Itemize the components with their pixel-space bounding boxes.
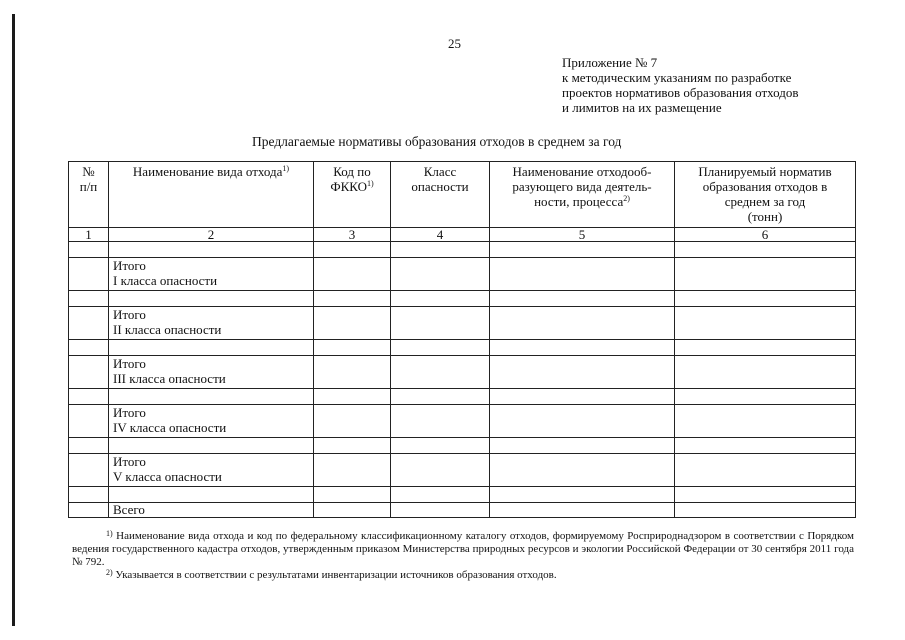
- footnote-text: Указывается в соответствии с результатами инвентаризации источников образования отходов.: [115, 569, 557, 581]
- grand-total-label: Всего: [109, 503, 314, 518]
- waste-norms-table: [68, 161, 856, 518]
- subtotal-label: Итого IV класса опасности: [109, 405, 314, 438]
- column-number: 3: [314, 228, 391, 242]
- appendix-line: и лимитов на их размещение: [562, 100, 722, 115]
- column-number: 5: [490, 228, 675, 242]
- table-row: [69, 438, 856, 454]
- header-line: разующего вида деятель-: [512, 179, 652, 194]
- column-number-row: [69, 228, 856, 242]
- footnote-ref: 1): [367, 179, 374, 188]
- table-row: [69, 291, 856, 307]
- header-cell-hazard-class: [391, 162, 490, 228]
- page-binding-edge: [12, 14, 15, 626]
- footnote-text: Наименование вида отхода и код по федеральному классификационному каталогу отходов, формируемому Росприроднадзором в соответствии с Порядком ведения государственного кадастра отходов, утвержденным приказом Министерства природных ресурсов и экологии Российской Федерации от 30 сентября 2011 года № 792.: [72, 530, 855, 568]
- header-line: образования отходов в: [702, 179, 828, 194]
- header-cell-fkko-code: [314, 162, 391, 228]
- appendix-note: [562, 55, 799, 115]
- column-number: 2: [109, 228, 314, 242]
- footnote-ref: 1): [282, 164, 290, 173]
- header-line: (тонн): [747, 209, 783, 224]
- header-line: ности, процесса: [534, 194, 624, 209]
- footnote-mark: 1): [106, 529, 113, 538]
- page-number: 25: [448, 36, 461, 51]
- header-cell-activity-name: [490, 162, 675, 228]
- header-line: опасности: [411, 179, 469, 194]
- header-line: среднем за год: [724, 194, 806, 209]
- table-header-row: [69, 162, 856, 228]
- header-cell-number: [69, 162, 109, 228]
- column-number: 6: [675, 228, 856, 242]
- header-line: Код по: [333, 164, 371, 179]
- header-line: Планируемый норматив: [698, 164, 832, 179]
- subtotal-label: Итого I класса опасности: [109, 258, 314, 291]
- footnote-mark: 2): [106, 568, 113, 577]
- grand-total-row: [69, 503, 856, 518]
- subtotal-label: Итого III класса опасности: [109, 356, 314, 389]
- appendix-line: Приложение № 7: [562, 55, 658, 70]
- subtotal-row: [69, 307, 856, 340]
- subtotal-row: [69, 356, 856, 389]
- footnote-1: [72, 530, 854, 569]
- column-number: 4: [391, 228, 490, 242]
- footnote-ref: 2): [623, 194, 630, 203]
- footnote-2: [72, 569, 854, 582]
- column-number: 1: [69, 228, 109, 242]
- appendix-line: проектов нормативов образования отходов: [562, 85, 799, 100]
- header-cell-waste-name: [109, 162, 314, 228]
- footnotes: [72, 530, 854, 582]
- subtotal-row: [69, 454, 856, 487]
- subtotal-label: Итого II класса опасности: [109, 307, 314, 340]
- subtotal-row: [69, 258, 856, 291]
- subtotal-label: Итого V класса опасности: [109, 454, 314, 487]
- header-line: ФККО: [330, 179, 367, 194]
- document-title: Предлагаемые нормативы образования отходов в среднем за год: [252, 134, 622, 149]
- header-line: Наименование вида отхода: [132, 164, 283, 179]
- header-line: №: [82, 164, 95, 179]
- table-row: [69, 340, 856, 356]
- header-line: Класс: [423, 164, 457, 179]
- table-row: [69, 487, 856, 503]
- header-cell-planned-norm: [675, 162, 856, 228]
- appendix-line: к методическим указаниям по разработке: [562, 70, 792, 85]
- table-row: [69, 242, 856, 258]
- table-row: [69, 389, 856, 405]
- header-line: Наименование отходооб-: [512, 164, 652, 179]
- subtotal-row: [69, 405, 856, 438]
- header-line: п/п: [79, 179, 98, 194]
